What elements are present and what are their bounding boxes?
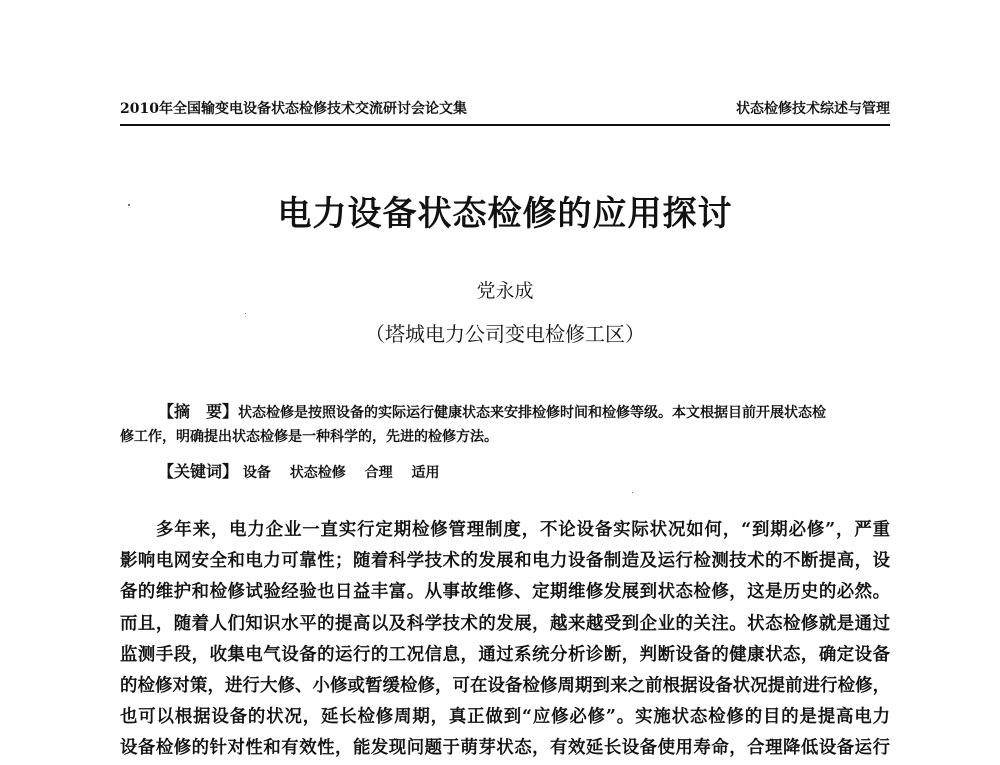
body-line: 备的维护和检修试验经验也日益丰富。从事故维修、定期维修发展到状态检修，这是历史的必然。 bbox=[120, 582, 890, 603]
header-section-name: 状态检修技术综述与管理 bbox=[736, 101, 890, 117]
keyword-item: 设备 bbox=[242, 465, 271, 481]
scan-speck bbox=[245, 313, 246, 314]
abstract-text-1: 状态检修是按照设备的实际运行健康状态来安排检修时间和检修等级。本文根据目前开展状态检 bbox=[238, 405, 827, 421]
header-proceedings-title: 2010年全国输变电设备状态检修技术交流研讨会论文集 bbox=[120, 101, 467, 117]
abstract-line-2: 修工作，明确提出状态检修是一种科学的，先进的检修方法。 bbox=[120, 429, 498, 445]
body-line: 设备检修的针对性和有效性，能发现问题于萌芽状态，有效延长设备使用寿命，合理降低设备运行 bbox=[120, 738, 890, 759]
keyword-item: 状态检修 bbox=[289, 465, 346, 481]
keywords-label: 【关键词】 bbox=[158, 462, 239, 481]
abstract-block bbox=[120, 400, 890, 449]
abstract-label: 【摘 要】 bbox=[158, 402, 239, 421]
body-line: 的检修对策，进行大修、小修或暂缓检修，可在设备检修周期到来之前根据设备状况提前进行检修， bbox=[120, 676, 890, 697]
paper-affiliation: （塔城电力公司变电检修工区） bbox=[365, 322, 645, 346]
paper-title: 电力设备状态检修的应用探讨 bbox=[277, 194, 733, 234]
paper-author: 党永成 bbox=[476, 280, 534, 302]
scan-speck bbox=[632, 492, 633, 493]
running-header bbox=[120, 98, 890, 126]
keyword-item: 适用 bbox=[411, 465, 440, 481]
body-line: 而且，随着人们知识水平的提高以及科学技术的发展，越来越受到企业的关注。状态检修就是通过 bbox=[120, 613, 890, 634]
body-line: 影响电网安全和电力可靠性；随着科学技术的发展和电力设备制造及运行检测技术的不断提高，设 bbox=[120, 551, 890, 572]
body-line: 监测手段，收集电气设备的运行的工况信息，通过系统分析诊断，判断设备的健康状态，确定设备 bbox=[120, 644, 890, 665]
keyword-item: 合理 bbox=[364, 465, 393, 481]
scan-speck bbox=[128, 204, 130, 206]
body-paragraph bbox=[120, 515, 890, 765]
body-line: 多年来，电力企业一直实行定期检修管理制度，不论设备实际状况如何，“到期必修”，严重 bbox=[156, 520, 890, 540]
abstract-line-1 bbox=[120, 400, 890, 425]
keywords-block bbox=[158, 459, 454, 482]
body-line: 也可以根据设备的状况，延长检修周期，真正做到“应修必修”。实施状态检修的目的是提高电力 bbox=[120, 707, 890, 728]
